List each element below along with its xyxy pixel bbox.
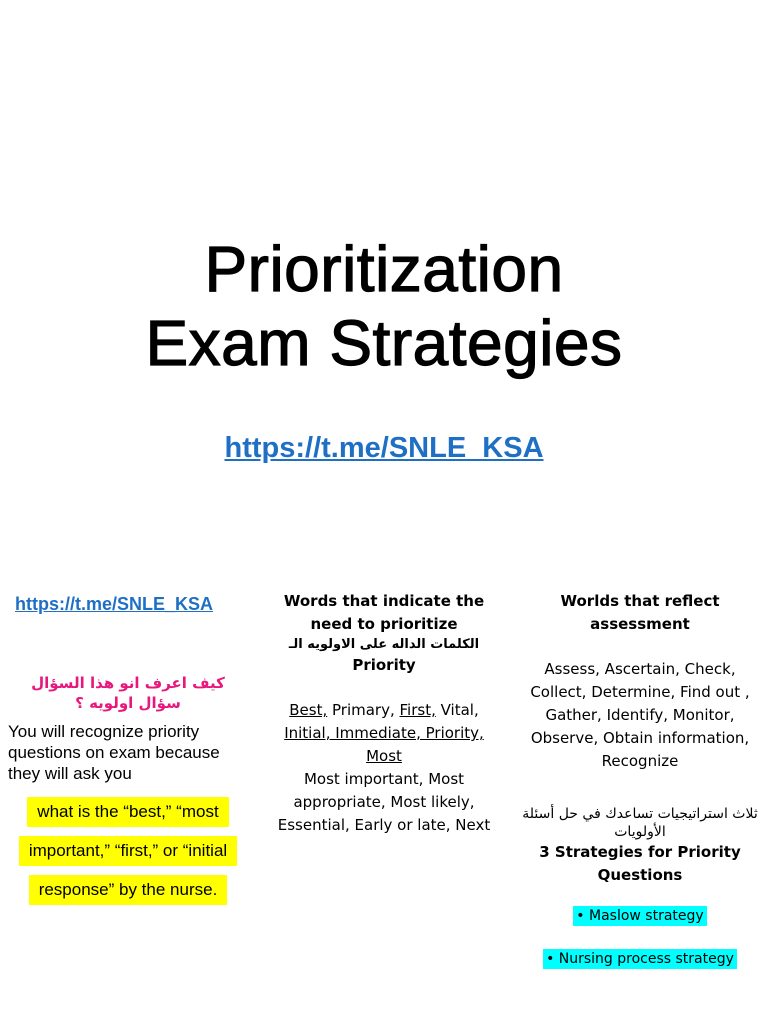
highlight-line-2: important,” “first,” or “initial <box>19 836 237 866</box>
strategies-heading: 3 Strategies for Priority Questions <box>539 843 741 884</box>
slide-title <box>0 232 768 380</box>
arabic-strategies-heading: ثلاث استراتيجيات تساعدك في حل أسئلة الأولويات <box>522 806 758 840</box>
assessment-words-heading: Worlds that reflect assessment <box>560 592 720 633</box>
priority-words-list <box>264 699 504 768</box>
telegram-link[interactable]: https://t.me/SNLE_KSA <box>224 432 544 464</box>
middle-column <box>264 590 504 837</box>
recognize-priority-text: You will recognize priority questions on exam because they will ask you <box>8 722 220 783</box>
highlight-line-3: response” by the nurse. <box>29 875 228 905</box>
prioritize-words-heading: Words that indicate the need to prioritize <box>283 592 485 633</box>
word-primary: Primary, <box>327 701 400 719</box>
left-column <box>8 590 248 911</box>
strategy-maslow: • Maslow strategy <box>573 906 706 926</box>
highlighted-question-words <box>8 794 248 908</box>
word-most: Most <box>366 747 402 765</box>
assessment-words-list: Assess, Ascertain, Check, Collect, Determine, Find out , Gather, Identify, Monitor, Observe, Obtain information, Recognize <box>530 660 750 770</box>
arabic-priority-question: كيف اعرف انو هذا السؤال سؤال اولويه ؟ <box>31 674 225 712</box>
more-priority-words: Most important, Most appropriate, Most likely, Essential, Early or late, Next <box>277 770 491 834</box>
word-first: First, <box>399 701 436 719</box>
words-initial-immediate-priority: Initial, Immediate, Priority, <box>284 724 484 742</box>
slide-title-line2: Exam Strategies <box>145 307 623 379</box>
slide-title-line1: Prioritization <box>204 233 564 305</box>
priority-label: Priority <box>352 656 416 674</box>
word-best: Best, <box>289 701 328 719</box>
right-column <box>518 590 762 969</box>
word-vital: Vital, <box>435 701 479 719</box>
highlight-line-1: what is the “best,” “most <box>27 797 228 827</box>
arabic-prioritize-heading: الكلمات الداله على الاولويه الـ <box>288 637 480 652</box>
strategy-nursing-process: • Nursing process strategy <box>543 949 737 969</box>
telegram-link-small[interactable]: https://t.me/SNLE_KSA <box>15 594 214 614</box>
